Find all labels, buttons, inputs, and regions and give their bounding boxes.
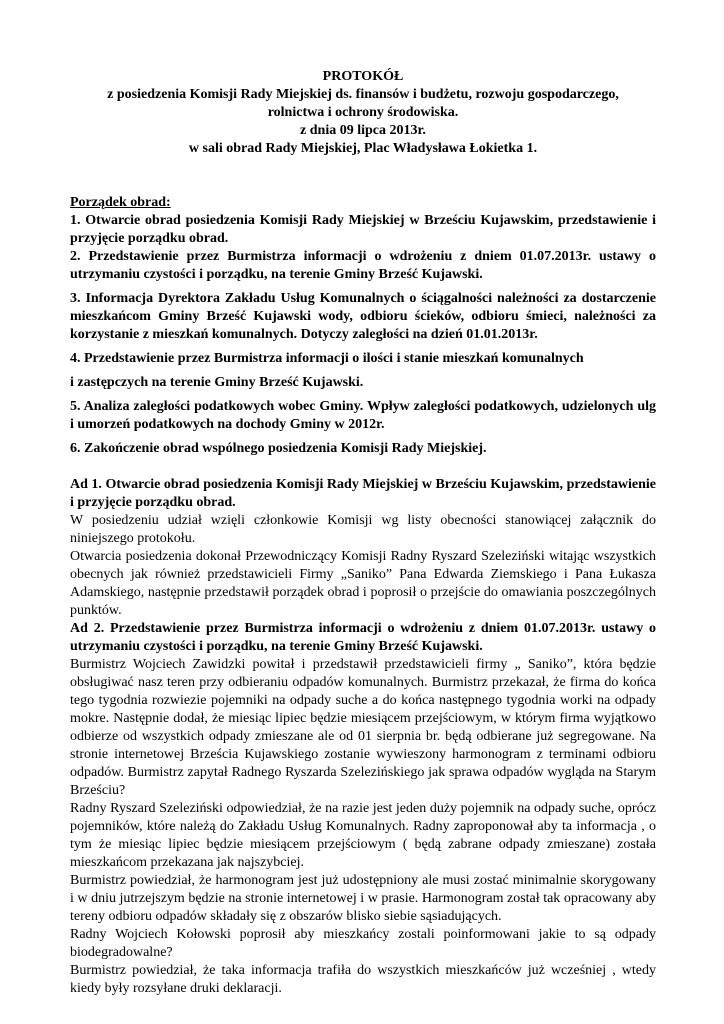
agenda-item-4: 4. Przedstawienie przez Burmistrza informacji o ilości i stanie mieszkań komunalnych: [70, 351, 584, 366]
agenda-heading: Porządek obrad:: [70, 195, 171, 210]
agenda-item-4-cont: i zastępczych na terenie Gminy Brześć Kujawski.: [70, 375, 364, 390]
ad2-heading: Ad 2. Przedstawienie przez Burmistrza informacji o wdrożeniu z dniem 01.07.2013r. ustawy o utrzymaniu czystości i porządku, na terenie Gminy Brześć Kujawski.: [70, 621, 656, 654]
agenda-item-3: 3. Informacja Dyrektora Zakładu Usług Komunalnych o ściągalności należności za dostarczenie mieszkańcom Gminy Brześć Kujawski wody, odbioru ścieków, odbioru śmieci, należności za korzystanie z mieszkań komunalnych. Dotyczy zaległości na dzień 01.01.2013r.: [70, 291, 656, 342]
ad2-paragraph-2: Radny Ryszard Szeleziński odpowiedział, że na razie jest jeden duży pojemnik na odpady suche, oprócz pojemników, które należą do Zakładu Usług Komunalnych. Radny zaproponował aby ta informacja , o tym że miesiąc lipiec będzie miesiącem przejściowym ( będą zabrane odpady zmieszane) została mieszkańcom przekazana jak najszybciej.: [70, 801, 656, 870]
ad1-paragraph-2: Otwarcia posiedzenia dokonał Przewodniczący Komisji Radny Ryszard Szeleziński witając wszystkich obecnych jak również przedstawicieli Firmy „Saniko” Pana Edwarda Ziemskiego i Pana Łukasza Adamskiego, następnie przedstawił porządek obrad i poprosił o przejście do omawiania poszczególnych punktów.: [70, 549, 656, 618]
document-header: [70, 68, 656, 158]
ad2-paragraph-4: Radny Wojciech Kołowski poprosił aby mieszkańcy zostali poinformowani jakie to są odpady biodegradowalne?: [70, 927, 656, 960]
ad1-heading: Ad 1. Otwarcie obrad posiedzenia Komisji Rady Miejskiej w Brześciu Kujawskim, przedstawienie i przyjęcie porządku obrad.: [70, 477, 656, 510]
ad2-paragraph-3: Burmistrz powiedział, że harmonogram jest już udostępniony ale musi zostać minimalnie skorygowany i w dniu jutrzejszym będzie na stronie internetowej i w prasie. Harmonogram został tak opracowany aby tereny odbioru odpadów składały się z obszarów blisko siebie sąsiadujących.: [70, 873, 656, 924]
header-line-1: z posiedzenia Komisji Rady Miejskiej ds. finansów i budżetu, rozwoju gospodarczego,: [107, 87, 619, 102]
document-page: [70, 68, 656, 998]
agenda-item-5: 5. Analiza zaległości podatkowych wobec Gminy. Wpływ zaległości podatkowych, udzielonych ulg i umorzeń podatkowych na dochody Gminy w 2012r.: [70, 399, 656, 432]
ad2-paragraph-5: Burmistrz powiedział, że taka informacja trafiła do wszystkich mieszkańców już wcześniej , wtedy kiedy były rozsyłane druki deklaracji.: [70, 963, 656, 996]
agenda-item-6: 6. Zakończenie obrad wspólnego posiedzenia Komisji Rady Miejskiej.: [70, 441, 487, 456]
ad1-paragraph-1: W posiedzeniu udział wzięli członkowie Komisji wg listy obecności stanowiącej załącznik do niniejszego protokołu.: [70, 513, 656, 546]
document-title: PROTOKÓŁ: [322, 69, 404, 84]
header-location: w sali obrad Rady Miejskiej, Plac Władysława Łokietka 1.: [188, 141, 538, 156]
ad2-paragraph-1: Burmistrz Wojciech Zawidzki powitał i przedstawił przedstawicieli firmy „ Saniko”, która będzie obsługiwać nasz teren przy odbieraniu odpadów komunalnych. Burmistrz przekazał, że firma do końca tego tygodnia rozwiezie pojemniki na odpady suche a do końca następnego tygodnia worki na odpady mokre. Następnie dodał, że miesiąc lipiec będzie miesiącem przejściowym, w którym firma wyjątkowo odbierze od wszystkich odpady zmieszane ale od 01 sierpnia br. będą odbierane już segregowane. Na stronie internetowej Brześcia Kujawskiego zostanie wywieszony harmonogram z terminami odbioru odpadów. Burmistrz zapytał Radnego Ryszarda Szelezińskiego jak sprawa odpadów wygląda na Starym Brześciu?: [70, 657, 656, 798]
agenda-item-1: 1. Otwarcie obrad posiedzenia Komisji Rady Miejskiej w Brześciu Kujawskim, przedstawienie i przyjęcie porządku obrad.: [70, 213, 656, 246]
header-date: z dnia 09 lipca 2013r.: [300, 123, 426, 138]
ad1-section: [70, 476, 656, 620]
header-line-2: rolnictwa i ochrony środowiska.: [267, 105, 459, 120]
agenda-section: [70, 194, 656, 458]
agenda-item-2: 2. Przedstawienie przez Burmistrza informacji o wdrożeniu z dniem 01.07.2013r. ustawy o utrzymaniu czystości i porządku, na terenie Gminy Brześć Kujawski.: [70, 249, 656, 282]
ad2-section: [70, 620, 656, 998]
